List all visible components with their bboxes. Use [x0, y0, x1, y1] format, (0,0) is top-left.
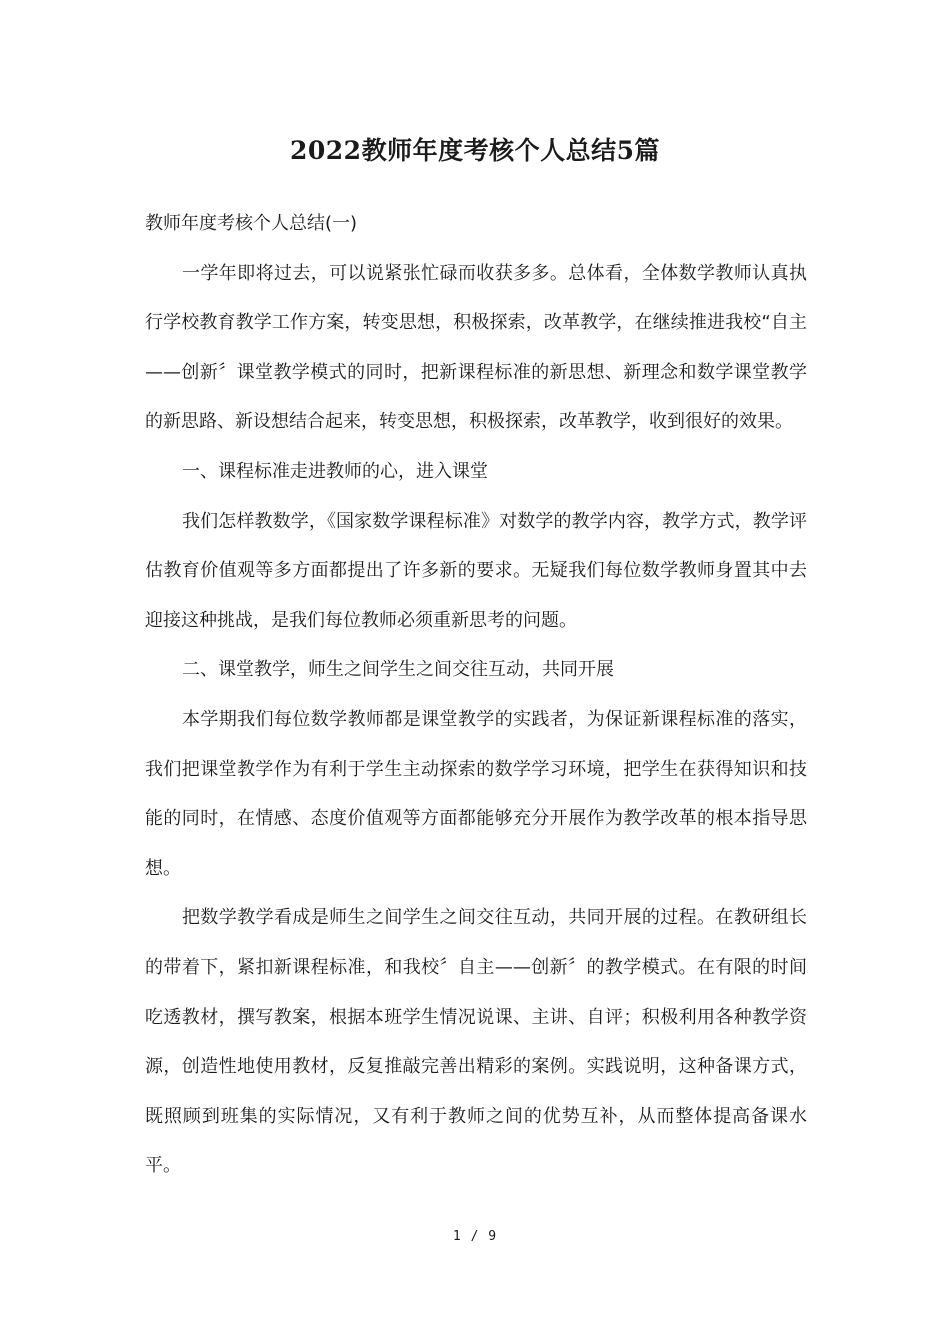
section-heading: 教师年度考核个人总结(一)	[145, 213, 358, 234]
paragraph-interaction: 把数学教学看成是师生之间学生之间交往互动，共同开展的过程。在教研组长的带着下，紧扣新课程标准，和我校〞自主——创新〞的教学模式。在有限的时间吃透教材，撰写教案，根据本班学生情况说课、主讲、自评；积极利用各种教学资源，创造性地使用教材，反复推敲完善出精彩的案例。实践说明，这种备课方式，既照顾到班集的实际情况，又有利于教师之间的优势互补，从而整体提高备课水平。	[145, 907, 807, 1177]
paragraph-intro: 一学年即将过去，可以说紧张忙碌而收获多多。总体看，全体数学教师认真执行学校教育教学工作方案，转变思想，积极探索，改革教学，在继续推进我校“自主——创新〞课堂教学模式的同时，把新课程标准的新思想、新理念和数学课堂教学的新思路、新设想结合起来，转变思想，积极探索，改革教学，收到很好的效果。	[145, 262, 807, 433]
document-body	[145, 199, 807, 1191]
paragraph-practice: 本学期我们每位数学教师都是课堂教学的实践者，为保证新课程标准的落实，我们把课堂教学作为有利于学生主动探索的数学学习环境，把学生在获得知识和技能的同时，在情感、态度价值观等方面都能够充分开展作为教学改革的根本指导思想。	[145, 708, 807, 879]
paragraph-standards: 我们怎样教数学，《国家数学课程标准》对数学的教学内容，教学方式，教学评估教育价值观等多方面都提出了许多新的要求。无疑我们每位数学教师身置其中去迎接这种挑战，是我们每位教师必须重新思考的问题。	[145, 510, 807, 631]
subheading-two: 二、课堂教学，师生之间学生之间交往互动，共同开展	[182, 659, 614, 681]
page-number: 1 / 9	[452, 1229, 498, 1244]
document-title: 2022教师年度考核个人总结5篇	[290, 136, 660, 165]
subheading-one: 一、课程标准走进教师的心，进入课堂	[182, 460, 488, 482]
